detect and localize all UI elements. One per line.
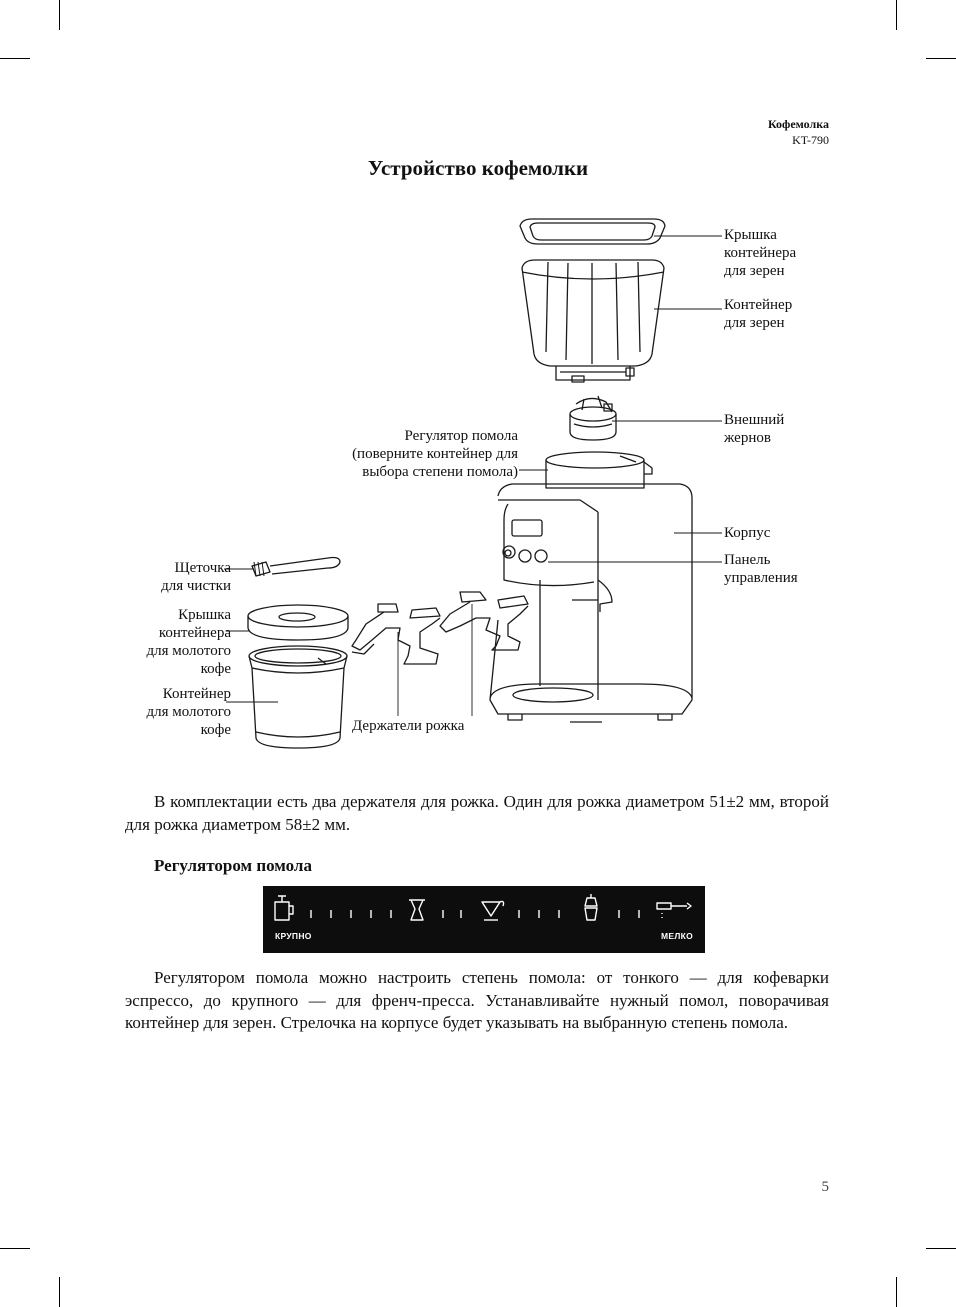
scale-ticks-1 bbox=[311, 910, 391, 918]
label-body: Корпус bbox=[724, 525, 771, 541]
crop-mark-bl-h bbox=[0, 1248, 30, 1249]
brush-drawing bbox=[252, 558, 340, 577]
paragraph-holders: В комплектации есть два держателя для рожка. Один для рожка диаметром 51±2 мм, второй для рожка диаметром 58±2 мм. bbox=[125, 792, 829, 834]
label-bean-lid: Крышка контейнера для зерен bbox=[724, 227, 797, 279]
pour-over-icon bbox=[482, 902, 504, 921]
espresso-portafilter-icon bbox=[657, 903, 691, 918]
outer-burr-drawing bbox=[570, 396, 616, 440]
page-title: Устройство кофемолки bbox=[367, 156, 589, 180]
crop-mark-bl-v bbox=[59, 1277, 60, 1307]
label-bean-container: Контейнер для зерен bbox=[724, 297, 793, 331]
aeropress-icon bbox=[409, 900, 425, 920]
scale-ticks-3 bbox=[519, 910, 559, 918]
paragraph-grind-setting: Регулятором помола можно настроить степень помола: от тонкого — для кофеварки эспрессо, до крупного — для френч-пресса. Устанавливайте нужный помол, поворачивая контейнер для зерен. Стрелочка на корпусе будет указывать на выбранную степень помола. bbox=[125, 968, 829, 1032]
holders-drawing bbox=[352, 592, 528, 664]
scale-label-fine: МЕЛКО bbox=[660, 931, 693, 941]
bean-lid-drawing bbox=[520, 219, 665, 244]
section-title: Регулятором помола bbox=[154, 856, 312, 875]
label-ground-lid: Крышка контейнера для молотого кофе bbox=[146, 607, 231, 677]
crop-mark-br-h bbox=[926, 1248, 956, 1249]
ground-lid-drawing bbox=[248, 605, 348, 640]
grind-scale bbox=[263, 886, 705, 953]
ground-container-drawing bbox=[249, 646, 347, 748]
label-grind-regulator: Регулятор помола (поверните контейнер для выбора степени помола) bbox=[352, 428, 518, 480]
label-holders: Держатели рожка bbox=[352, 718, 465, 734]
scale-ticks-2 bbox=[443, 910, 461, 918]
crop-mark-br-v bbox=[896, 1277, 897, 1307]
label-control-panel: Панель управления bbox=[724, 552, 798, 586]
label-brush: Щеточка для чистки bbox=[161, 560, 231, 594]
grinder-body-drawing bbox=[490, 452, 692, 722]
header-model: KT-790 bbox=[792, 133, 829, 147]
scale-ticks-4 bbox=[619, 910, 639, 918]
moka-pot-icon bbox=[585, 894, 597, 920]
french-press-icon bbox=[275, 896, 293, 920]
label-outer-burr: Внешний жернов bbox=[724, 412, 785, 446]
label-ground-container: Контейнер для молотого кофе bbox=[146, 686, 231, 738]
header-product-title: Кофемолка bbox=[767, 117, 829, 131]
scale-label-coarse: КРУПНО bbox=[275, 931, 312, 941]
page-number: 5 bbox=[821, 1179, 829, 1195]
bean-container-drawing bbox=[522, 260, 664, 382]
